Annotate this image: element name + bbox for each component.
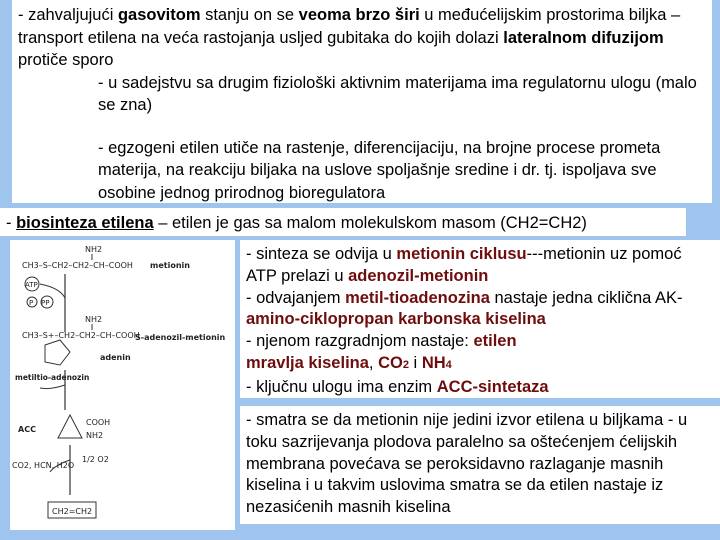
text-run: protiče sporo [18,51,114,69]
acc-cooh: COOH [86,418,111,427]
biosynthesis-heading [0,208,686,236]
p-label: P [29,299,34,307]
methionine-cycle-term: metionin ciklusu [396,245,527,263]
diagram-nh2: NH2 [85,315,103,324]
synthesis-panel [240,240,720,398]
acc-synthase-term: ACC-sintetaza [436,377,549,396]
nh4-term: NH4 [421,353,452,372]
methylthioadenosine-term: metil-tioadenozina [345,288,490,307]
intro-panel [12,0,712,203]
ethylene-formula: CH2=CH2 [52,507,93,516]
synthesis-line-1: - sinteza se odvija u metionin ciklusu---metionin uz pomoć ATP prelazi u adenozil-metionin [246,245,682,285]
methionine-formula: CH3–S–CH2–CH2–CH–COOH [22,261,133,270]
acc-term: amino-ciklopropan karbonska kiselina [246,310,546,329]
atp-label: ATP [25,281,38,289]
bold-term: veoma brzo širi [298,6,420,24]
formic-acid-term: mravlja kiselina [246,353,369,372]
biosynthesis-term: biosinteza etilena [16,214,154,232]
diagram-nh2: NH2 [85,245,103,254]
oxygen-label: 1/2 O2 [82,455,109,464]
text-run: - zahvaljujući [18,6,118,24]
text-run: – etilen je gas sa malom molekulskom masom (CH2=CH2) [153,214,587,232]
synthesis-line-3: - njenom razgradnjom nastaje: etilen mravlja kiselina, CO2 i NH4 [246,332,517,372]
synthesis-line-4: - ključnu ulogu ima enzim ACC-sintetaza [246,377,549,396]
text-run: u međućelijskim prostorima biljka – transport etilena na veća rastojanja usljed gubitaka do kojih dolazi [18,6,681,47]
synthesis-line-2: - odvajanjem metil-tioadenozina nastaje jedna ciklična AK- amino-ciklopropan karbonska kiselina [246,288,683,329]
acc-nh2: NH2 [86,431,104,440]
products-label: CO2, HCN, H2O [12,461,75,470]
sam-label: S-adenozil-metionin [135,333,226,342]
pp-label: PP [41,299,50,307]
methionine-cycle-diagram [10,240,235,530]
adenosylmethionine-term: adenozil-metionin [348,266,489,285]
notes-panel: - smatra se da metionin nije jedini izvor etilena u biljkama - u toku sazrijevanja plodova paralelno sa oštećenjem ćelijskih membrana povećava se peroksidavno razlaganje masnih kiselina i u takvim uslovima smatra se da etilen nastaje iz nezasićenih masnih kiselina [240,406,720,524]
mta-label: metiltio-adenozin [15,373,90,382]
intro-paragraph-2: - u sadejstvu sa drugim fiziološki aktivnim materijama ima regulatornu ulogu (malo se zna) [98,73,697,114]
ethylene-term: etilen [473,332,517,351]
bold-term: gasovitom [117,6,201,24]
methionine-label: metionin [150,261,190,270]
acc-label: ACC [18,425,36,434]
intro-paragraph-3: - egzogeni etilen utiče na rastenje, diferencijaciju, na brojne procese prometa materija, na reakciju biljaka na uslove spoljašnje sredine i dr. tj. ispoljava sve osobine jednog prirodnog bioregulatora [98,138,661,202]
text-run: - [6,214,17,232]
sam-formula: CH3–S+–CH2–CH2–CH–COOH [22,331,140,340]
co2-term: CO2 [378,353,409,372]
adenine-label: adenin [100,353,131,362]
intro-paragraph-1 [18,4,706,72]
bold-term: lateralnom difuzijom [503,28,664,47]
text-run: stanju on se [200,6,299,24]
